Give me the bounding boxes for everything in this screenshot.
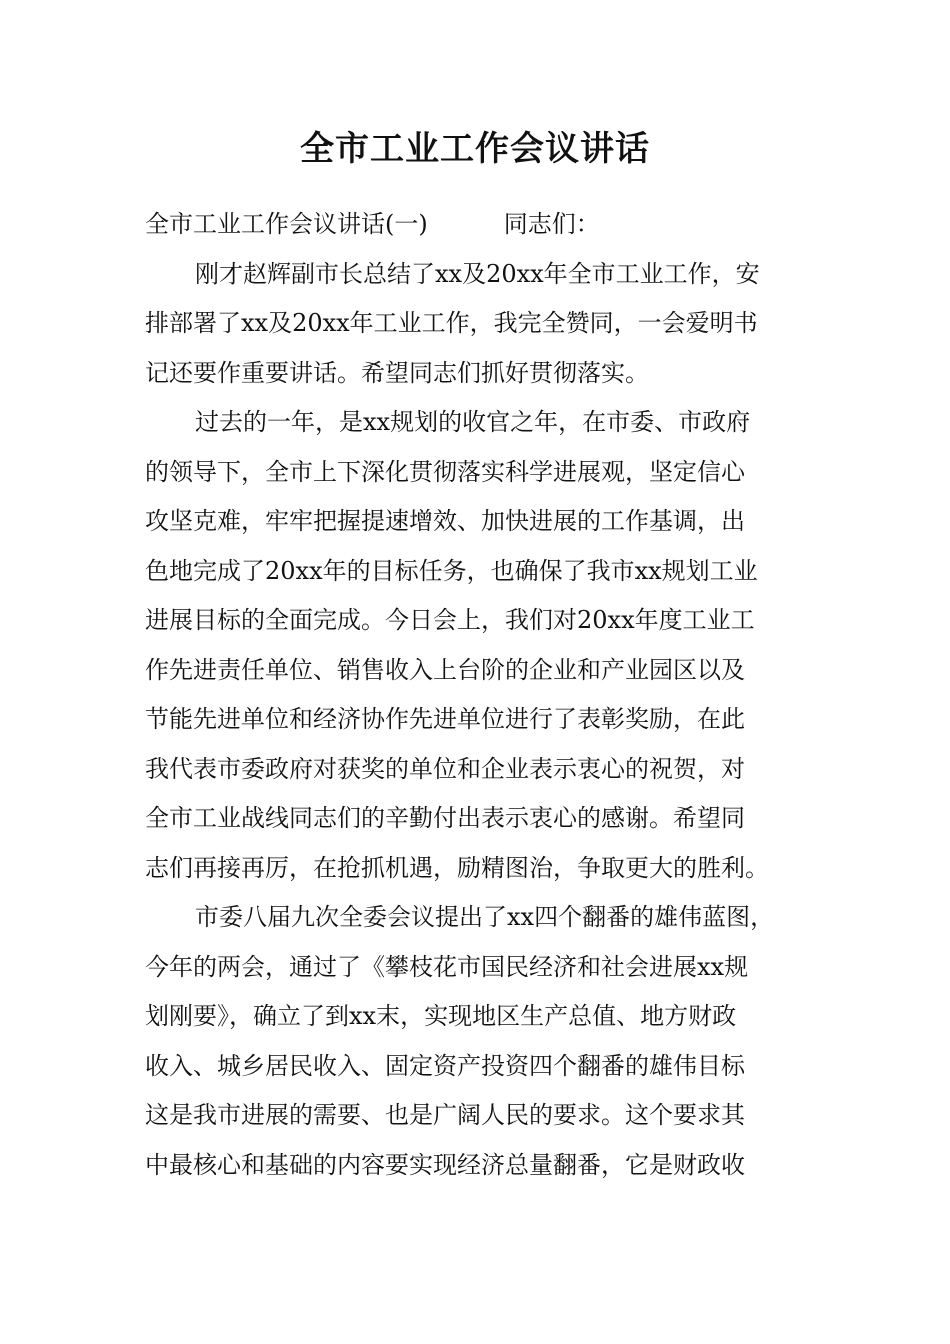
paragraph-line: 市委八届九次全委会议提出了xx四个翻番的雄伟蓝图， xyxy=(195,903,775,931)
paragraph-line: 排部署了xx及20xx年工业工作，我完全赞同，一会爱明书 xyxy=(145,309,758,337)
document-title: 全市工业工作会议讲话 xyxy=(300,129,650,169)
salutation: 同志们： xyxy=(503,210,600,238)
paragraph-line: 记还要作重要讲话。希望同志们抓好贯彻落实。 xyxy=(145,358,649,387)
paragraph-line: 作先进责任单位、销售收入上台阶的企业和产业园区以及 xyxy=(145,655,745,684)
paragraph-line: 全市工业战线同志们的辛勤付出表示衷心的感谢。希望同 xyxy=(145,804,745,832)
paragraph-line: 进展目标的全面完成。今日会上，我们对20xx年度工业工 xyxy=(145,606,755,634)
paragraph-1 xyxy=(145,250,810,399)
paragraph-line: 划刚要》，确立了到xx末，实现地区生产总值、地方财政 xyxy=(145,1002,737,1030)
paragraph-line: 过去的一年，是xx规划的收官之年，在市委、市政府 xyxy=(195,408,751,436)
paragraph-line: 收入、城乡居民收入、固定资产投资四个翻番的雄伟目标 xyxy=(145,1051,745,1080)
document-body xyxy=(145,200,810,1190)
paragraph-line: 刚才赵辉副市长总结了xx及20xx年全市工业工作，安 xyxy=(195,259,760,288)
paragraph-line: 攻坚克难，牢牢把握提速增效、加快进展的工作基调，出 xyxy=(145,507,745,535)
opening-heading: 全市工业工作会议讲话(一) xyxy=(145,210,428,238)
paragraph-line: 节能先进单位和经济协作先进单位进行了表彰奖励，在此 xyxy=(145,705,745,733)
opening-line xyxy=(145,200,810,250)
paragraph-line: 中最核心和基础的内容要实现经济总量翻番，它是财政收 xyxy=(145,1150,745,1179)
paragraph-line: 的领导下，全市上下深化贯彻落实科学进展观，坚定信心 xyxy=(145,457,745,486)
paragraph-3 xyxy=(145,893,810,1190)
paragraph-line: 今年的两会，通过了《攀枝花市国民经济和社会进展xx规 xyxy=(145,952,749,981)
paragraph-line: 色地完成了20xx年的目标任务，也确保了我市xx规划工业 xyxy=(145,556,758,585)
paragraph-line: 志们再接再厉，在抢抓机遇，励精图治，争取更大的胜利。 xyxy=(145,853,769,882)
paragraph-line: 我代表市委政府对获奖的单位和企业表示衷心的祝贺，对 xyxy=(145,754,745,783)
paragraph-2 xyxy=(145,398,810,893)
paragraph-line: 这是我市进展的需要、也是广阔人民的要求。这个要求其 xyxy=(145,1101,745,1129)
